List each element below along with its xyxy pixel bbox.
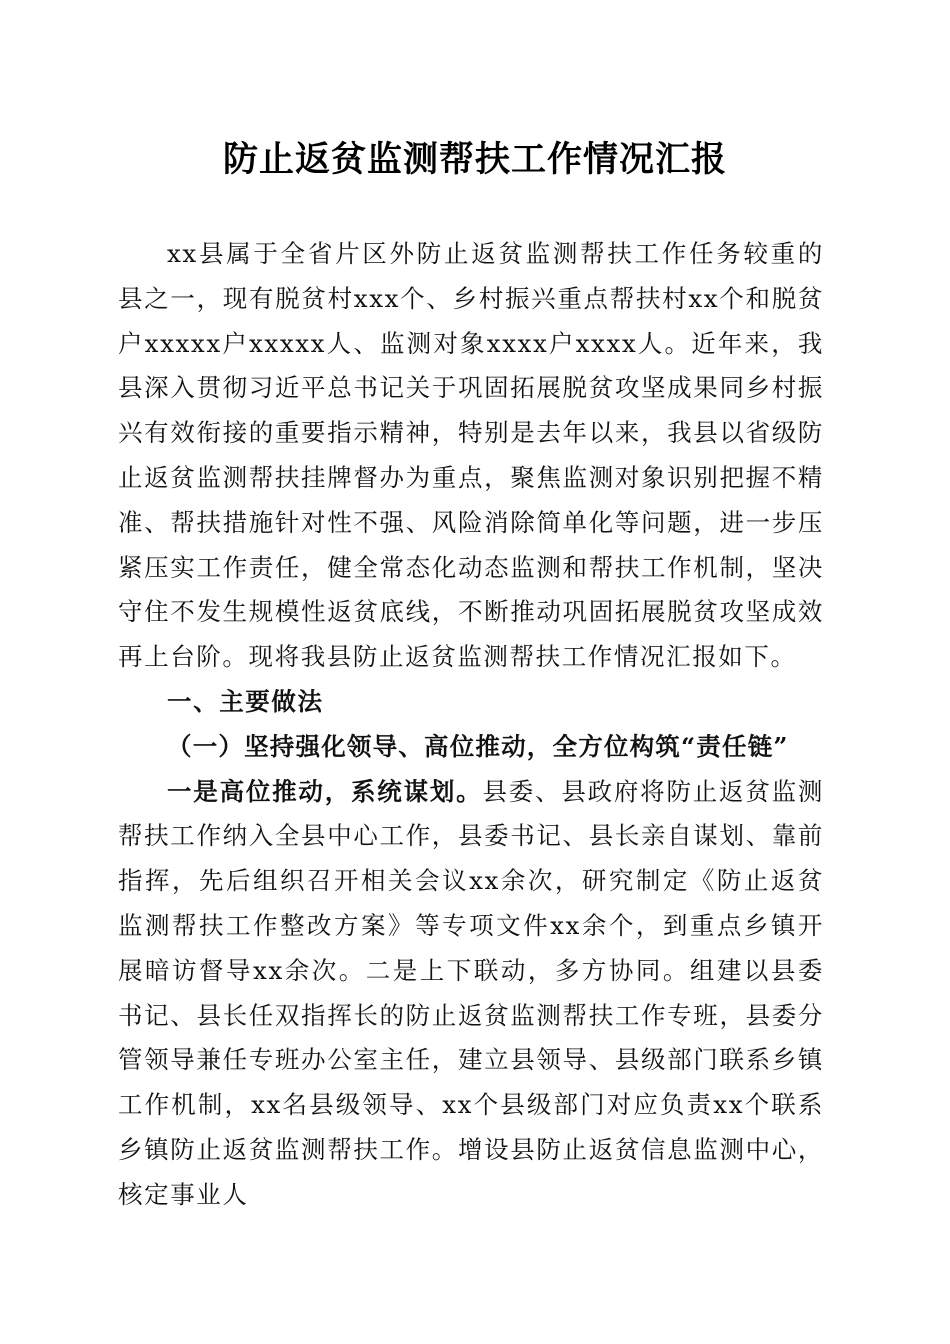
document-body: [118, 232, 824, 1218]
paragraph-lead: 一是高位推动，系统谋划。: [167, 776, 483, 806]
body-paragraph: [118, 770, 824, 1218]
section-heading: 一、主要做法: [167, 686, 324, 716]
subsection-heading: （一）坚持强化领导、高位推动，全方位构筑“责任链”: [167, 731, 789, 761]
document-title: 防止返贫监测帮扶工作情况汇报: [222, 139, 727, 180]
intro-paragraph: xx县属于全省片区外防止返贫监测帮扶工作任务较重的县之一，现有脱贫村xxx个、乡村振兴重点帮扶村xx个和脱贫户xxxxx户xxxxx人、监测对象xxxx户xxxx人。近年来，我县深入贯彻习近平总书记关于巩固拓展脱贫攻坚成果同乡村振兴有效衔接的重要指示精神，特别是去年以来，我县以省级防止返贫监测帮扶挂牌督办为重点，聚焦监测对象识别把握不精准、帮扶措施针对性不强、风险消除简单化等问题，进一步压紧压实工作责任，健全常态化动态监测和帮扶工作机制，坚决守住不发生规模性返贫底线，不断推动巩固拓展脱贫攻坚成效再上台阶。现将我县防止返贫监测帮扶工作情况汇报如下。: [118, 239, 824, 672]
paragraph-text: 县委、县政府将防止返贫监测帮扶工作纳入全县中心工作，县委书记、县长亲自谋划、靠前指挥，先后组织召开相关会议xx余次，研究制定《防止返贫监测帮扶工作整改方案》等专项文件xx余个，到重点乡镇开展暗访督导xx余次。二是上下联动，多方协同。组建以县委书记、县长任双指挥长的防止返贫监测帮扶工作专班，县委分管领导兼任专班办公室主任，建立县领导、县级部门联系乡镇工作机制，xx名县级领导、xx个县级部门对应负责xx个联系乡镇防止返贫监测帮扶工作。增设县防止返贫信息监测中心，核定事业人: [118, 776, 824, 1209]
